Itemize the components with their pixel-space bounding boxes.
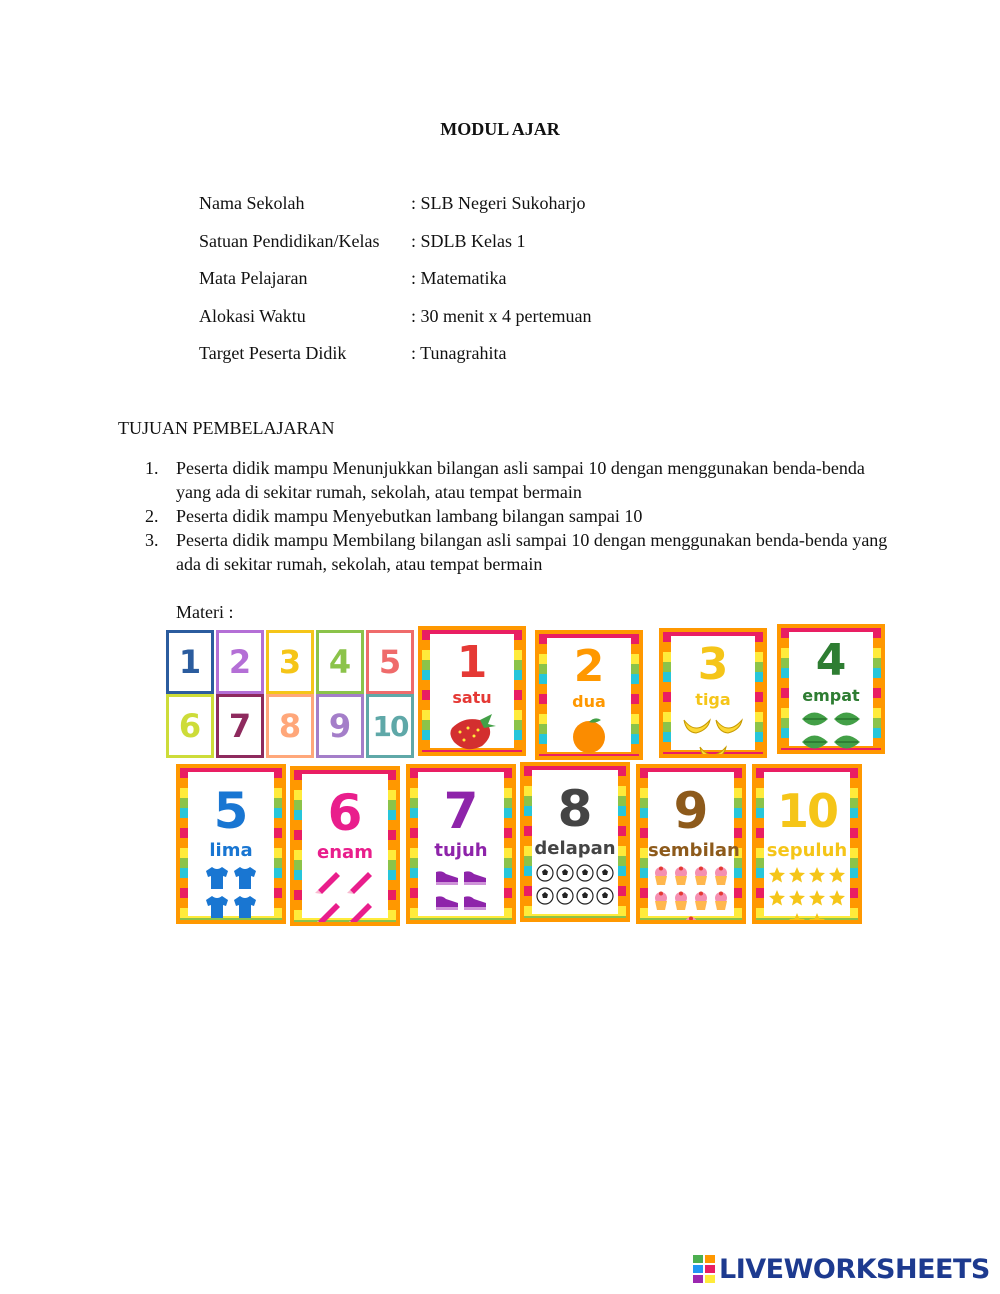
card-pictures bbox=[302, 868, 388, 926]
list-number: 2. bbox=[145, 506, 159, 526]
number-card-sepuluh bbox=[752, 764, 862, 924]
materi-label: Materi : bbox=[176, 602, 234, 622]
star-icon bbox=[768, 866, 786, 887]
banana-icon bbox=[698, 741, 728, 758]
crayon-icon bbox=[314, 899, 344, 926]
small-number-card: 1 bbox=[166, 630, 214, 694]
shirt-icon bbox=[232, 895, 258, 922]
number-card-empat bbox=[777, 624, 885, 754]
info-row-target bbox=[199, 343, 591, 381]
number-card-tiga bbox=[659, 628, 767, 758]
info-label: Nama Sekolah bbox=[199, 193, 305, 213]
crayon-icon bbox=[346, 899, 376, 926]
crayon-icon bbox=[346, 868, 376, 897]
cupcake-icon bbox=[672, 866, 690, 889]
card-word: satu bbox=[452, 688, 492, 707]
info-label: Target Peserta Didik bbox=[199, 343, 347, 363]
small-number-card: 6 bbox=[166, 694, 214, 758]
cupcake-icon bbox=[672, 891, 690, 914]
objective-text: Peserta didik mampu Membilang bilangan asli sampai 10 dengan menggunakan benda-benda yang ada di sekitar rumah, sekolah, atau tempat bermain bbox=[176, 530, 888, 574]
cupcake-icon bbox=[712, 891, 730, 914]
card-word: dua bbox=[572, 692, 606, 711]
soccer-ball-icon bbox=[576, 864, 594, 885]
small-number-card: 2 bbox=[216, 630, 264, 694]
star-icon bbox=[808, 912, 826, 924]
info-label: Satuan Pendidikan/Kelas bbox=[199, 230, 380, 251]
shirt-icon bbox=[204, 866, 230, 893]
card-word: enam bbox=[317, 842, 373, 863]
card-pictures bbox=[188, 866, 274, 924]
small-number-card: 5 bbox=[366, 630, 414, 694]
list-number: 3. bbox=[145, 530, 159, 550]
card-pictures bbox=[532, 864, 618, 908]
card-word: lima bbox=[209, 840, 253, 861]
list-number: 1. bbox=[145, 458, 159, 478]
card-digit: 6 bbox=[327, 784, 363, 842]
number-card-sembilan bbox=[636, 764, 746, 924]
star-icon bbox=[788, 889, 806, 910]
info-row-class bbox=[199, 231, 591, 269]
info-value: : Matematika bbox=[411, 268, 507, 288]
star-icon bbox=[788, 866, 806, 887]
orange-icon bbox=[569, 716, 609, 757]
star-icon bbox=[808, 866, 826, 887]
card-digit: 8 bbox=[557, 780, 593, 838]
soccer-ball-icon bbox=[536, 887, 554, 908]
card-inner bbox=[789, 632, 873, 746]
star-icon bbox=[828, 866, 846, 887]
soccer-ball-icon bbox=[556, 887, 574, 908]
cupcake-icon bbox=[652, 891, 670, 914]
school-info bbox=[199, 193, 591, 381]
info-value: : 30 menit x 4 pertemuan bbox=[411, 305, 592, 326]
number-flashcards bbox=[160, 624, 880, 928]
small-number-card: 3 bbox=[266, 630, 314, 694]
card-digit: 7 bbox=[443, 782, 479, 840]
card-pictures bbox=[671, 714, 755, 758]
shoe-icon bbox=[434, 866, 460, 889]
strawberry-icon bbox=[446, 712, 498, 755]
info-label: Mata Pelajaran bbox=[199, 268, 308, 288]
card-inner bbox=[547, 638, 631, 752]
card-digit: 9 bbox=[673, 782, 709, 840]
star-icon bbox=[768, 889, 786, 910]
card-inner bbox=[430, 634, 514, 748]
soccer-ball-icon bbox=[596, 887, 614, 908]
card-digit: 4 bbox=[815, 635, 847, 686]
card-inner bbox=[418, 772, 504, 916]
cupcake-icon bbox=[692, 866, 710, 889]
leaf-icon bbox=[800, 733, 830, 754]
shoe-icon bbox=[434, 916, 460, 924]
cupcake-icon bbox=[682, 916, 700, 924]
card-digit: 5 bbox=[213, 782, 249, 840]
number-card-dua bbox=[535, 630, 643, 760]
small-number-card: 10 bbox=[366, 694, 414, 758]
liveworksheets-brand bbox=[693, 1253, 993, 1285]
info-label: Alokasi Waktu bbox=[199, 305, 306, 326]
list-item bbox=[145, 504, 890, 528]
shoe-icon bbox=[462, 866, 488, 889]
card-word: empat bbox=[802, 686, 860, 705]
soccer-ball-icon bbox=[576, 887, 594, 908]
shoe-icon bbox=[434, 891, 460, 914]
card-pictures bbox=[430, 712, 514, 755]
shoe-icon bbox=[462, 891, 488, 914]
card-inner bbox=[302, 774, 388, 918]
leaf-icon bbox=[832, 710, 862, 731]
soccer-ball-icon bbox=[556, 864, 574, 885]
info-value: : Tunagrahita bbox=[411, 343, 507, 363]
shoe-icon bbox=[462, 916, 488, 924]
crayon-icon bbox=[314, 868, 344, 897]
card-pictures bbox=[764, 866, 850, 924]
banana-icon bbox=[682, 714, 712, 739]
list-item bbox=[145, 528, 890, 576]
card-digit: 1 bbox=[456, 637, 488, 688]
liveworksheets-logo-icon bbox=[693, 1255, 715, 1283]
star-icon bbox=[808, 889, 826, 910]
card-word: sepuluh bbox=[766, 840, 848, 861]
small-number-card: 7 bbox=[216, 694, 264, 758]
card-inner bbox=[188, 772, 274, 916]
small-number-card: 9 bbox=[316, 694, 364, 758]
document-title: MODUL AJAR bbox=[440, 119, 560, 139]
list-item bbox=[145, 456, 890, 504]
card-word: delapan bbox=[534, 838, 616, 859]
objective-text: Peserta didik mampu Menyebutkan lambang bilangan sampai 10 bbox=[176, 506, 643, 526]
cupcake-icon bbox=[692, 891, 710, 914]
brand-text: LIVEWORKSHEETS bbox=[719, 1253, 990, 1285]
card-inner bbox=[532, 770, 618, 914]
card-digit: 2 bbox=[573, 641, 605, 692]
info-value: : SLB Negeri Sukoharjo bbox=[411, 193, 586, 213]
cupcake-icon bbox=[652, 866, 670, 889]
number-card-enam bbox=[290, 766, 400, 926]
cupcake-icon bbox=[712, 866, 730, 889]
banana-icon bbox=[714, 714, 744, 739]
shirt-icon bbox=[204, 895, 230, 922]
number-card-lima bbox=[176, 764, 286, 924]
card-pictures bbox=[789, 710, 873, 754]
small-number-card: 8 bbox=[266, 694, 314, 758]
star-icon bbox=[828, 889, 846, 910]
card-digit: 10 bbox=[776, 784, 837, 838]
leaf-icon bbox=[800, 710, 830, 731]
card-pictures bbox=[648, 866, 734, 924]
card-word: sembilan bbox=[648, 840, 740, 861]
card-pictures bbox=[547, 716, 631, 760]
shirt-icon bbox=[232, 866, 258, 893]
number-card-delapan bbox=[520, 762, 630, 922]
small-number-card: 4 bbox=[316, 630, 364, 694]
soccer-ball-icon bbox=[536, 864, 554, 885]
orange-icon bbox=[569, 759, 609, 760]
number-card-tujuh bbox=[406, 764, 516, 924]
soccer-ball-icon bbox=[596, 864, 614, 885]
card-word: tiga bbox=[695, 690, 731, 709]
info-row-subject bbox=[199, 268, 591, 306]
info-row-school bbox=[199, 193, 591, 231]
leaf-icon bbox=[832, 733, 862, 754]
card-inner bbox=[764, 772, 850, 916]
objectives-list bbox=[145, 456, 890, 576]
objective-text: Peserta didik mampu Menunjukkan bilangan asli sampai 10 dengan menggunakan benda-benda yang ada di sekitar rumah, sekolah, atau tempat bermain bbox=[176, 458, 865, 502]
card-digit: 3 bbox=[697, 639, 729, 690]
info-row-time bbox=[199, 306, 591, 344]
star-icon bbox=[788, 912, 806, 924]
card-word: tujuh bbox=[434, 840, 488, 861]
card-pictures bbox=[418, 866, 504, 924]
section-heading: TUJUAN PEMBELAJARAN bbox=[118, 418, 335, 438]
card-inner bbox=[648, 772, 740, 916]
card-inner bbox=[671, 636, 755, 750]
info-value: : SDLB Kelas 1 bbox=[411, 230, 526, 251]
number-card-satu bbox=[418, 626, 526, 756]
